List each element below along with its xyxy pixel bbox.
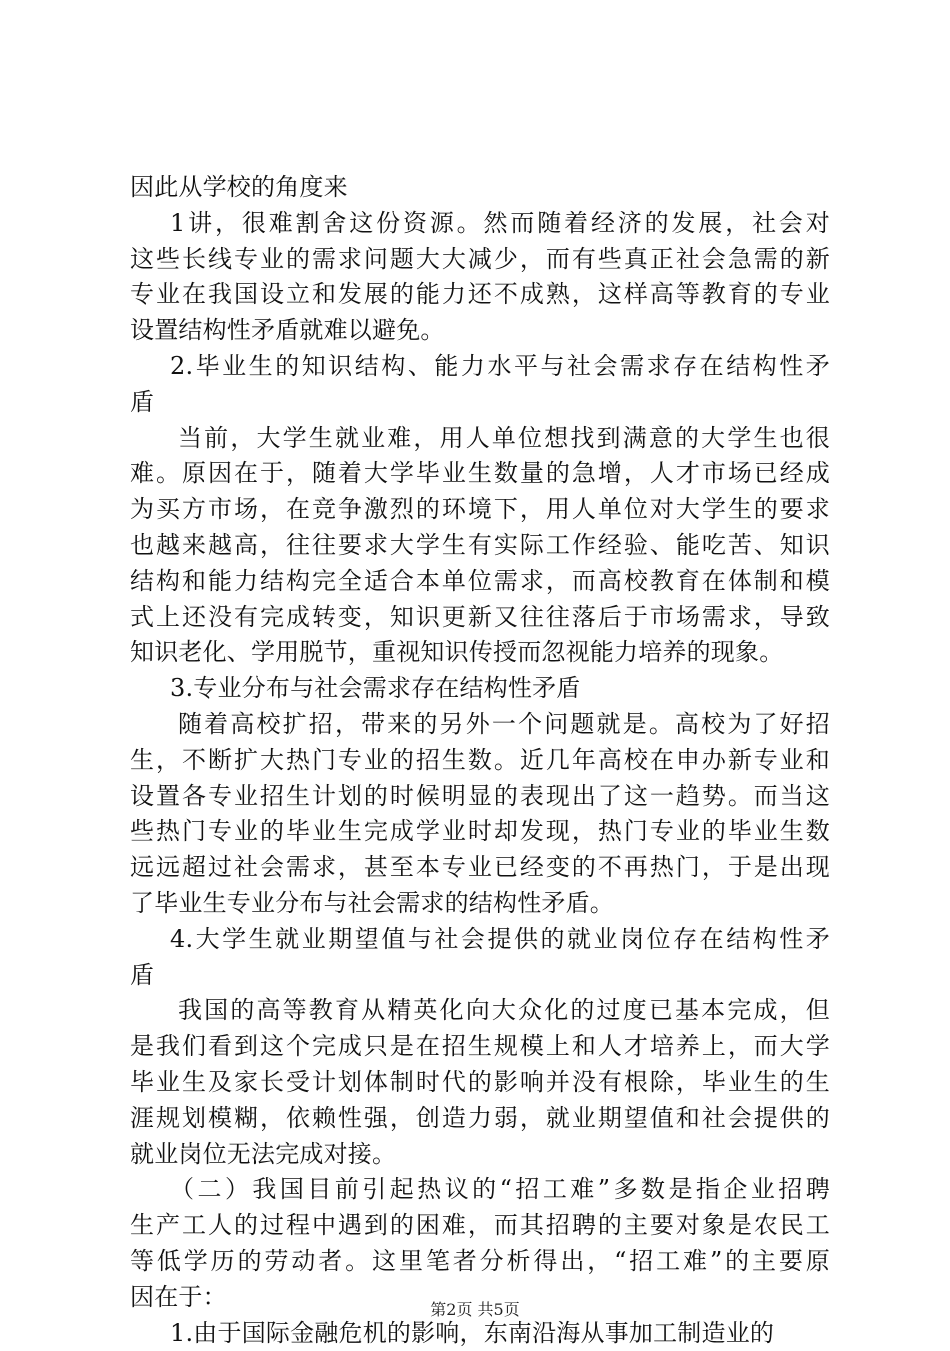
paragraph <box>130 671 830 707</box>
text-line: 1.由于国际金融危机的影响，东南沿海从事加工制造业的 <box>130 1316 830 1351</box>
document-body <box>130 170 830 1351</box>
text-line: 专业在我国设立和发展的能力还不成熟，这样高等教育的专业 <box>130 277 830 313</box>
text-line: 式上还没有完成转变，知识更新又往往落后于市场需求，导致 <box>130 600 830 636</box>
paragraph <box>130 206 830 349</box>
text-line: 远远超过社会需求，甚至本专业已经变的不再热门，于是出现 <box>130 850 830 886</box>
text-line: 些热门专业的毕业生完成学业时却发现，热门专业的毕业生数 <box>130 814 830 850</box>
text-line: 1讲，很难割舍这份资源。然而随着经济的发展，社会对 <box>130 206 830 242</box>
text-line: 涯规划模糊，依赖性强，创造力弱，就业期望值和社会提供的 <box>130 1101 830 1137</box>
paragraph <box>130 349 830 421</box>
text-line: 因在于： <box>130 1280 830 1316</box>
paragraph <box>130 922 830 994</box>
text-line: 是我们看到这个完成只是在招生规模上和人才培养上，而大学 <box>130 1029 830 1065</box>
paragraph <box>130 707 830 922</box>
paragraph <box>130 993 830 1172</box>
text-line: 结构和能力结构完全适合本单位需求，而高校教育在体制和模 <box>130 564 830 600</box>
text-line: 3.专业分布与社会需求存在结构性矛盾 <box>130 671 830 707</box>
page-footer: 第2页 共5页 <box>0 1300 950 1320</box>
text-line: 为买方市场，在竞争激烈的环境下，用人单位对大学生的要求 <box>130 492 830 528</box>
text-line: 生，不断扩大热门专业的招生数。近几年高校在申办新专业和 <box>130 743 830 779</box>
paragraph <box>130 421 830 672</box>
text-line: 知识老化、学用脱节，重视知识传授而忽视能力培养的现象。 <box>130 635 830 671</box>
paragraph <box>130 170 830 206</box>
text-line: 4.大学生就业期望值与社会提供的就业岗位存在结构性矛 <box>130 922 830 958</box>
text-line: 因此从学校的角度来 <box>130 170 830 206</box>
text-line: 2.毕业生的知识结构、能力水平与社会需求存在结构性矛 <box>130 349 830 385</box>
text-line: 等低学历的劳动者。这里笔者分析得出，“招工难”的主要原 <box>130 1244 830 1280</box>
text-line: （二）我国目前引起热议的“招工难”多数是指企业招聘 <box>130 1172 830 1208</box>
text-line: 毕业生及家长受计划体制时代的影响并没有根除，毕业生的生 <box>130 1065 830 1101</box>
text-line: 我国的高等教育从精英化向大众化的过度已基本完成，但 <box>130 993 830 1029</box>
text-line: 就业岗位无法完成对接。 <box>130 1137 830 1173</box>
text-line: 了毕业生专业分布与社会需求的结构性矛盾。 <box>130 886 830 922</box>
text-line: 设置各专业招生计划的时候明显的表现出了这一趋势。而当这 <box>130 779 830 815</box>
text-line: 当前，大学生就业难，用人单位想找到满意的大学生也很 <box>130 421 830 457</box>
text-line: 随着高校扩招，带来的另外一个问题就是。高校为了好招 <box>130 707 830 743</box>
text-line: 设置结构性矛盾就难以避免。 <box>130 313 830 349</box>
text-line: 这些长线专业的需求问题大大减少，而有些真正社会急需的新 <box>130 242 830 278</box>
text-line: 盾 <box>130 385 830 421</box>
text-line: 难。原因在于，随着大学毕业生数量的急增，人才市场已经成 <box>130 456 830 492</box>
paragraph <box>130 1172 830 1315</box>
paragraph <box>130 1316 830 1351</box>
text-line: 盾 <box>130 958 830 994</box>
text-line: 也越来越高，往往要求大学生有实际工作经验、能吃苦、知识 <box>130 528 830 564</box>
text-line: 生产工人的过程中遇到的困难，而其招聘的主要对象是农民工 <box>130 1208 830 1244</box>
